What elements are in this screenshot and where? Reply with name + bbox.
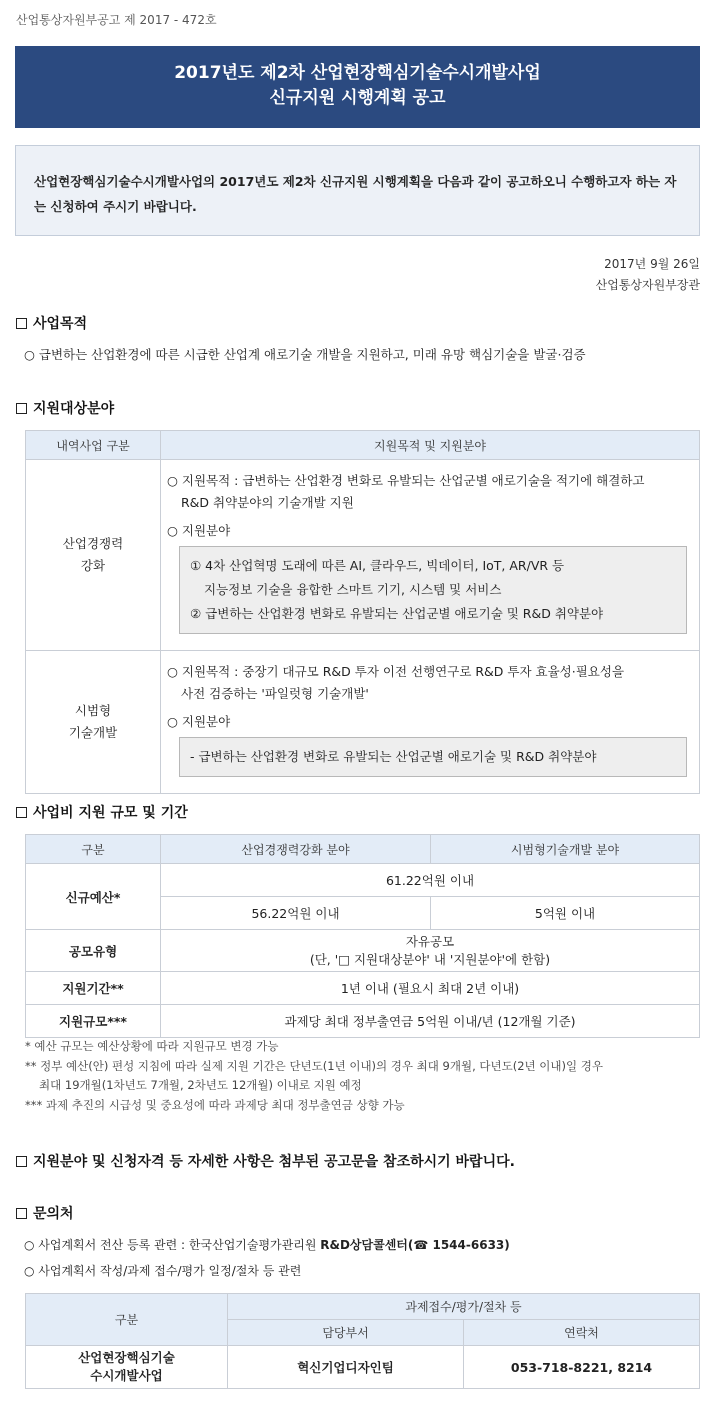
contact-line-1-text: ○ 사업계획서 전산 등록 관련 : 한국산업기술평가관리원 [24,1238,321,1252]
contact-header-div: 구분 [26,1294,228,1346]
note-2-cont: 최대 19개월(1차년도 7개월, 2차년도 12개월) 이내로 지원 예정 [39,1078,362,1092]
fields-header-desc: 지원목적 및 지원분야 [161,431,700,460]
checkbox-icon [16,403,27,414]
title-line-1: 2017년도 제2차 산업현장핵심기술수시개발사업 [174,63,541,83]
contact-biz [26,1346,228,1389]
budget-scale-label: 지원규모*** [26,1005,161,1038]
section-refer-title: 지원분야 및 신청자격 등 자세한 사항은 첨부된 공고문을 참조하시기 바랍니다. [33,1154,515,1170]
contact-header-group: 과제접수/평가/절차 등 [228,1294,700,1320]
budget-period-value: 1년 이내 (필요시 최대 2년 이내) [161,972,700,1005]
issuer: 산업통상자원부장관 [595,278,700,292]
fields-row2-category-line2: 기술개발 [68,725,118,740]
budget-scale-value: 과제당 최대 정부출연금 5억원 이내/년 (12개월 기준) [161,1005,700,1038]
checkbox-icon [16,807,27,818]
budget-header-col1: 산업경쟁력강화 분야 [161,835,431,864]
fields-row1-category-line2: 강화 [80,558,106,573]
fields-row2-area: ○ 지원분야 [167,714,231,729]
section-refer [16,1151,515,1171]
contact-table [25,1293,700,1389]
budget-header-div: 구분 [26,835,161,864]
fields-row2-area-box [179,737,687,777]
fields-row1-goal-cont: R&D 취약분야의 기술개발 지원 [181,495,354,510]
fields-row1-item1-cont: 지능정보 기술을 융합한 스마트 기기, 시스템 및 서비스 [204,582,502,597]
fields-table [25,430,700,794]
section-budget [16,802,188,822]
fields-row1-desc [161,460,700,651]
budget-new-b: 5억원 이내 [431,897,700,930]
budget-header-col2: 시범형기술개발 분야 [431,835,700,864]
budget-new-a: 56.22억원 이내 [161,897,431,930]
fields-row1-category [26,460,161,651]
section-purpose [16,313,87,333]
fields-row2-desc [161,651,700,794]
contact-line-2: ○ 사업계획서 작성/과제 접수/평가 일정/절차 등 관련 [24,1264,302,1278]
budget-new-label: 신규예산* [26,864,161,930]
intro-box [15,145,700,236]
fields-row1-item1: ① 4차 산업혁명 도래에 따른 AI, 클라우드, 빅데이터, IoT, AR/VR 등 [190,558,565,573]
contact-phone: 053-718-8221, 8214 [464,1346,700,1389]
section-contact [16,1203,74,1223]
budget-period-label: 지원기간** [26,972,161,1005]
note-1: * 예산 규모는 예산상황에 따라 지원규모 변경 가능 [25,1039,279,1053]
fields-row2-category [26,651,161,794]
note-3: *** 과제 추진의 시급성 및 중요성에 따라 과제당 최대 정부출연금 상향 가능 [25,1097,405,1112]
fields-row2-item1: - 급변하는 산업환경 변화로 유발되는 산업군별 애로기술 및 R&D 취약분야 [190,749,597,764]
budget-type-value [161,930,700,972]
title-line-2: 신규지원 시행계획 공고 [269,88,446,108]
section-purpose-title: 사업목적 [33,316,88,332]
section-fields [16,398,114,418]
announcement-number: 산업통상자원부공고 제 2017 - 472호 [16,13,217,27]
contact-biz-line1: 산업현장핵심기술 [78,1350,175,1365]
fields-row1-area-box [179,546,687,634]
budget-type-line1: 자유공모 [405,933,455,949]
contact-line-1 [24,1236,510,1253]
contact-header-phone: 연락처 [464,1320,700,1346]
budget-type-line2: (단, '□ 지원대상분야' 내 '지원분야'에 한함) [309,951,551,967]
issue-date: 2017년 9월 26일 [604,257,700,271]
budget-new-total: 61.22억원 이내 [161,864,700,897]
page-title [15,46,700,128]
purpose-text: ○ 급변하는 산업환경에 따른 시급한 산업계 애로기술 개발을 지원하고, 미래 유망 핵심기술을 발굴·검증 [24,347,586,362]
fields-row1-goal: ○ 지원목적 : 급변하는 산업환경 변화로 유발되는 산업군별 애로기술을 적기에 해결하고 [167,473,645,488]
intro-line-2: 는 신청하여 주시기 바랍니다. [34,199,197,214]
contact-call-center: R&D상담콜센터(☎ 1544-6633) [320,1238,510,1252]
fields-row1-area: ○ 지원분야 [167,523,231,538]
intro-line-1: 산업현장핵심기술수시개발사업의 2017년도 제2차 신규지원 시행계획을 다음과 같이 공고하오니 수행하고자 하는 자 [34,174,677,189]
issue-date-block [596,254,700,296]
section-contact-title: 문의처 [33,1206,74,1222]
checkbox-icon [16,318,27,329]
budget-table [25,834,700,1038]
checkbox-icon [16,1208,27,1219]
contact-biz-line2: 수시개발사업 [90,1368,163,1383]
note-2: ** 정부 예산(안) 편성 지침에 따라 실제 지원 기간은 단년도(1년 이내)의 경우 최대 9개월, 다년도(2년 이내)일 경우 [25,1058,603,1073]
fields-row2-goal: ○ 지원목적 : 중장기 대규모 R&D 투자 이전 선행연구로 R&D 투자 효율성·필요성을 [167,664,625,679]
contact-header-dept: 담당부서 [228,1320,464,1346]
contact-dept: 혁신기업디자인팀 [228,1346,464,1389]
fields-row1-item2: ② 급변하는 산업환경 변화로 유발되는 산업군별 애로기술 및 R&D 취약분야 [190,606,604,621]
section-fields-title: 지원대상분야 [33,401,115,417]
budget-type-label: 공모유형 [26,930,161,972]
section-budget-title: 사업비 지원 규모 및 기간 [33,805,188,821]
fields-row1-category-line1: 산업경쟁력 [62,536,124,551]
fields-row2-category-line1: 시범형 [74,703,112,718]
checkbox-icon [16,1156,27,1167]
fields-header-type: 내역사업 구분 [26,431,161,460]
fields-row2-goal-cont: 사전 검증하는 '파일럿형 기술개발' [181,686,369,701]
budget-notes [25,1037,603,1115]
